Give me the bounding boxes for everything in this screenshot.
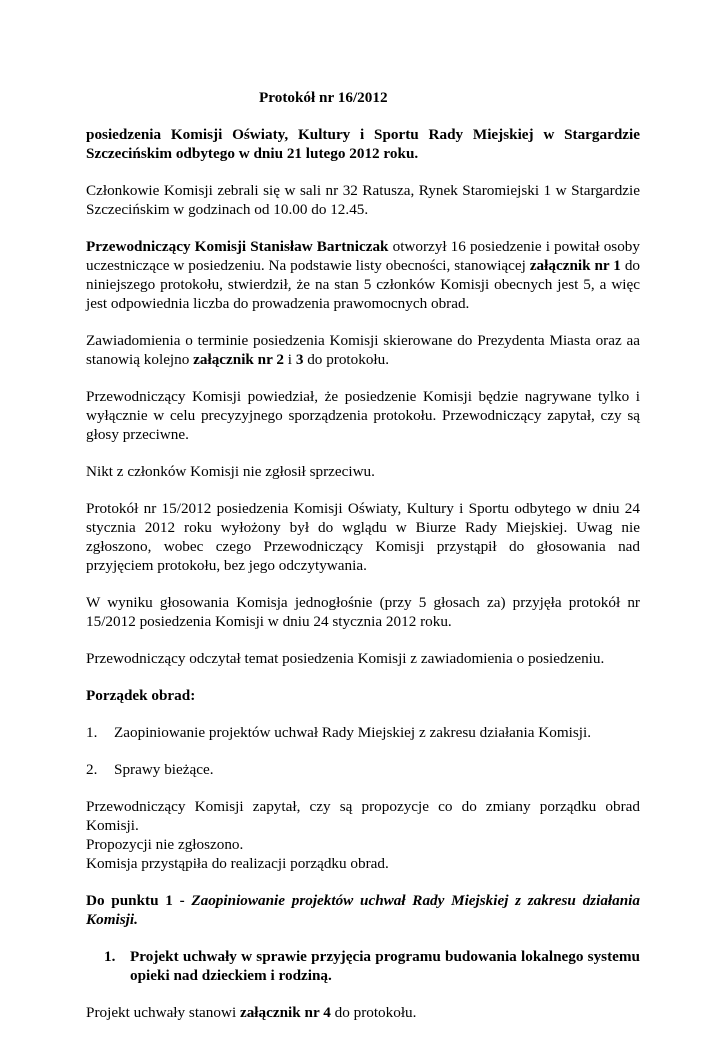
attachment-4-ref: załącznik nr 4 xyxy=(239,1004,331,1021)
point-1-title: Zaopiniowanie projektów uchwał Rady Miejskiej z zakresu działania Komisji. xyxy=(86,892,640,928)
agenda-item-text: Sprawy bieżące. xyxy=(114,761,214,778)
agenda-item xyxy=(86,760,640,779)
paragraph-recording: Przewodniczący Komisji powiedział, że posiedzenie Komisji będzie nagrywane tylko i wyłącznie w celu precyzyjnego sporządzenia protokołu. Przewodniczący zapytał, czy są głosy przeciwne. xyxy=(86,388,640,443)
paragraph-agenda-changes xyxy=(86,797,640,873)
document-subtitle: posiedzenia Komisji Oświaty, Kultury i Sportu Rady Miejskiej w Stargardzie Szczecińskim odbytego w dniu 21 lutego 2012 roku. xyxy=(86,126,640,162)
paragraph-opening-text-b: do niniejszego protokołu, stwierdził, że na stan 5 członków Komisji obecnych jest 5, a więc jest odpowiednia liczba do prowadzenia prawomocnych obrad. xyxy=(86,257,641,312)
agenda-item-text: Zaopiniowanie projektów uchwał Rady Miejskiej z zakresu działania Komisji. xyxy=(114,724,592,741)
paragraph-notifications xyxy=(86,331,640,369)
agenda-item-number: 1. xyxy=(86,724,98,741)
resolution-number: 1. xyxy=(104,948,116,965)
point-1-heading xyxy=(86,891,640,929)
document-title: Protokół nr 16/2012 xyxy=(259,89,388,106)
attachment-1-ref: załącznik nr 1 xyxy=(529,257,621,274)
agenda-changes-line: Propozycji nie zgłoszono. xyxy=(86,836,244,853)
resolution-item xyxy=(104,947,640,985)
paragraph-attendance-location: Członkowie Komisji zebrali się w sali nr 32 Ratusza, Rynek Staromiejski 1 w Stargardzie Szczecińskim w godzinach od 10.00 do 12.45. xyxy=(86,182,640,218)
paragraph-notifications-text-mid: i xyxy=(283,351,296,368)
paragraph-notifications-text-a: Zawiadomienia o terminie posiedzenia Komisji skierowane do Prezydenta Miasta oraz aa stanowią kolejno xyxy=(86,332,640,368)
paragraph-opening-text-a: otworzył 16 posiedzenie i powitał osoby uczestniczące w posiedzeniu. Na podstawie listy obecności, stanowiącej xyxy=(86,238,640,274)
paragraph-vote-result: W wyniku głosowania Komisja jednogłośnie (przy 5 głosach za) przyjęła protokół nr 15/2012 posiedzenia Komisji w dniu 24 stycznia 2012 roku. xyxy=(86,594,640,630)
agenda-heading: Porządek obrad: xyxy=(86,687,196,704)
chairman-name: Przewodniczący Komisji Stanisław Bartniczak xyxy=(86,238,389,255)
paragraph-no-objection: Nikt z członków Komisji nie zgłosił sprzeciwu. xyxy=(86,463,375,480)
agenda-changes-line: Przewodniczący Komisji zapytał, czy są propozycje co do zmiany porządku obrad Komisji. xyxy=(86,798,640,834)
paragraph-notifications-text-b: do protokołu. xyxy=(303,351,390,368)
document-page xyxy=(86,88,640,1040)
paragraph-attachment-4 xyxy=(86,1003,640,1022)
paragraph-attachment-4-text-b: do protokołu. xyxy=(330,1004,417,1021)
paragraph-opening xyxy=(86,237,640,313)
paragraph-attachment-4-text-a: Projekt uchwały stanowi xyxy=(86,1004,240,1021)
resolution-title: Projekt uchwały w sprawie przyjęcia programu budowania lokalnego systemu opieki nad dzieckiem i rodziną. xyxy=(130,948,640,984)
agenda-item xyxy=(86,723,640,742)
attachment-3-ref: 3 xyxy=(295,351,304,368)
agenda-item-number: 2. xyxy=(86,761,98,778)
agenda-changes-line: Komisja przystąpiła do realizacji porządku obrad. xyxy=(86,855,389,872)
attachment-2-ref: załącznik nr 2 xyxy=(193,351,284,368)
point-1-label: Do punktu 1 - xyxy=(86,892,192,909)
paragraph-previous-protocol: Protokół nr 15/2012 posiedzenia Komisji Oświaty, Kultury i Sportu odbytego w dniu 24 stycznia 2012 roku wyłożony był do wglądu w Biurze Rady Miejskiej. Uwag nie zgłoszono, wobec czego Przewodniczący Komisji przystąpił do głosowania nad przyjęciem protokołu, bez jego odczytywania. xyxy=(86,500,640,574)
paragraph-topic-read: Przewodniczący odczytał temat posiedzenia Komisji z zawiadomienia o posiedzeniu. xyxy=(86,650,605,667)
